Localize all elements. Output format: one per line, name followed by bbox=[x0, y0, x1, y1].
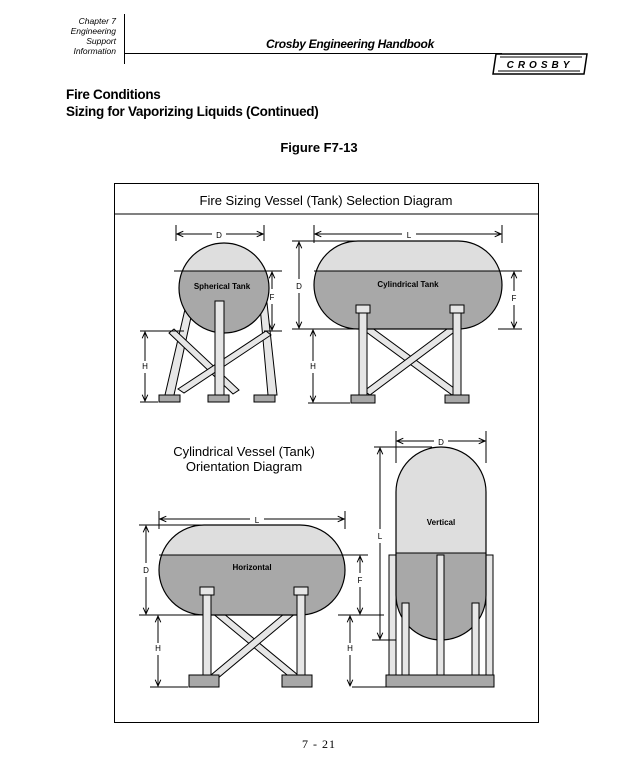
orientation-title-line: Cylindrical Vessel (Tank) bbox=[173, 444, 315, 459]
cylindrical-tank-label: Cylindrical Tank bbox=[377, 280, 439, 289]
section-title-line: Fire Conditions bbox=[66, 87, 161, 102]
header-divider-vertical bbox=[124, 14, 125, 64]
chapter-line: Chapter 7 bbox=[78, 16, 116, 26]
diagram-title: Fire Sizing Vessel (Tank) Selection Diagram bbox=[199, 193, 453, 208]
ver-dim-h: H bbox=[347, 644, 353, 653]
vertical-label: Vertical bbox=[426, 518, 456, 527]
vessel-selection-diagram bbox=[114, 183, 539, 723]
svg-text:CROSBY: CROSBY bbox=[506, 60, 574, 71]
chapter-line: Information bbox=[73, 46, 116, 56]
horizontal-label: Horizontal bbox=[232, 563, 272, 572]
spherical-tank-label: Spherical Tank bbox=[193, 282, 251, 291]
header-divider-horizontal bbox=[124, 53, 502, 54]
handbook-title: Crosby Engineering Handbook bbox=[266, 37, 434, 51]
sph-dim-d: D bbox=[216, 231, 222, 240]
ver-dim-l: L bbox=[377, 532, 383, 541]
section-title-line: Sizing for Vaporizing Liquids (Continued) bbox=[66, 104, 319, 119]
hor-dim-h: H bbox=[155, 644, 161, 653]
hor-dim-f: F bbox=[357, 576, 363, 585]
crosby-logo bbox=[492, 53, 588, 75]
section-title bbox=[66, 86, 318, 120]
page-number: 7 - 21 bbox=[302, 737, 336, 751]
figure-caption: Figure F7-13 bbox=[280, 140, 358, 155]
cyl-dim-d: D bbox=[296, 282, 302, 291]
chapter-line: Support bbox=[86, 36, 116, 46]
cyl-dim-h: H bbox=[310, 362, 316, 371]
hor-dim-l: L bbox=[254, 516, 260, 525]
sph-dim-h: H bbox=[142, 362, 148, 371]
chapter-label bbox=[60, 16, 116, 56]
ver-dim-d: D bbox=[438, 438, 444, 447]
chapter-line: Engineering bbox=[70, 26, 116, 36]
hor-dim-d: D bbox=[143, 566, 149, 575]
sph-dim-f: F bbox=[269, 293, 275, 302]
cyl-dim-l: L bbox=[406, 231, 412, 240]
orientation-title-line: Orientation Diagram bbox=[185, 459, 303, 474]
cyl-dim-f: F bbox=[511, 294, 517, 303]
